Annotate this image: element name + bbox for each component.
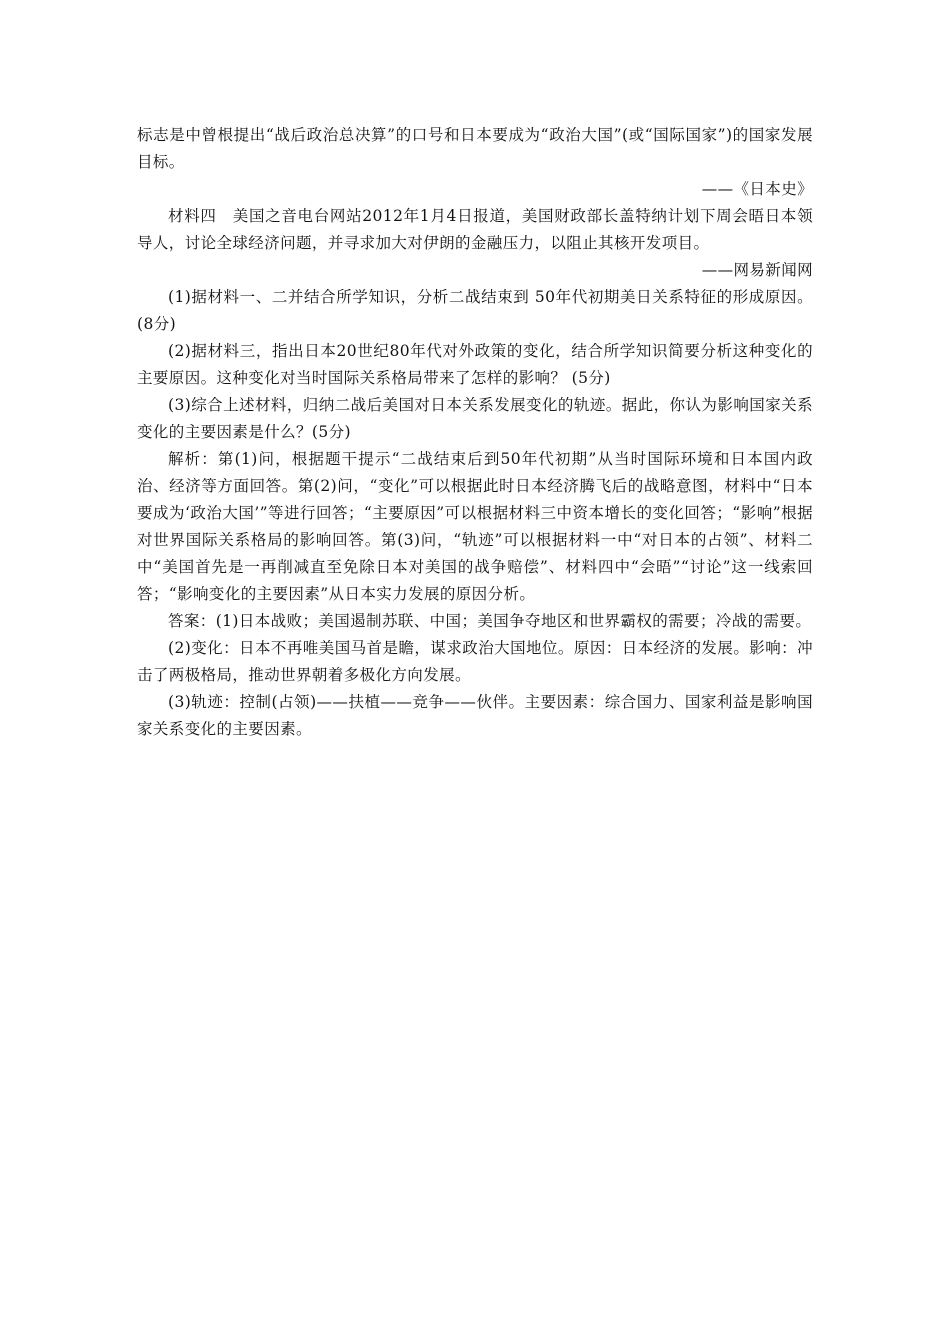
document-body <box>137 122 813 743</box>
question-2: (2)据材料三，指出日本20世纪80年代对外政策的变化，结合所学知识简要分析这种变化的主要原因。这种变化对当时国际关系格局带来了怎样的影响？ (5分) <box>137 342 813 387</box>
paragraph-continuation: 标志是中曾根提出“战后政治总决算”的口号和日本要成为“政治大国”(或“国际国家”)的国家发展目标。 <box>137 126 813 171</box>
source-citation-netease: ——网易新闻网 <box>701 261 813 279</box>
answer-3: (3)轨迹：控制(占领)——扶植——竞争——伙伴。主要因素：综合国力、国家利益是影响国家关系变化的主要因素。 <box>137 693 813 738</box>
answer-1: 答案：(1)日本战败；美国遏制苏联、中国；美国争夺地区和世界霸权的需要；冷战的需要。 <box>168 612 812 630</box>
question-1: (1)据材料一、二并结合所学知识，分析二战结束到 50年代初期美日关系特征的形成原因。(8分) <box>137 288 813 333</box>
source-citation-japan-history: ——《日本史》 <box>701 180 813 198</box>
analysis-paragraph: 解析：第(1)问，根据题干提示“二战结束后到50年代初期”从当时国际环境和日本国内政治、经济等方面回答。第(2)问，“变化”可以根据此时日本经济腾飞后的战略意图，材料中“日本要成为‘政治大国’”等进行回答；“主要原因”可以根据材料三中资本增长的变化回答；“影响”根据对世界国际关系格局的影响回答。第(3)问，“轨迹”可以根据材料一中“对日本的占领”、材料二中“美国首先是一再削减直至免除日本对美国的战争赔偿”、材料四中“会晤”“讨论”这一线索回答；“影响变化的主要因素”从日本实力发展的原因分析。 <box>137 450 813 603</box>
material-four: 材料四 美国之音电台网站2012年1月4日报道，美国财政部长盖特纳计划下周会晤日本领导人，讨论全球经济问题，并寻求加大对伊朗的金融压力，以阻止其核开发项目。 <box>137 207 813 252</box>
question-3: (3)综合上述材料，归纳二战后美国对日本关系发展变化的轨迹。据此，你认为影响国家关系变化的主要因素是什么？(5分) <box>137 396 813 441</box>
answer-2: (2)变化：日本不再唯美国马首是瞻，谋求政治大国地位。原因：日本经济的发展。影响：冲击了两极格局，推动世界朝着多极化方向发展。 <box>137 639 813 684</box>
